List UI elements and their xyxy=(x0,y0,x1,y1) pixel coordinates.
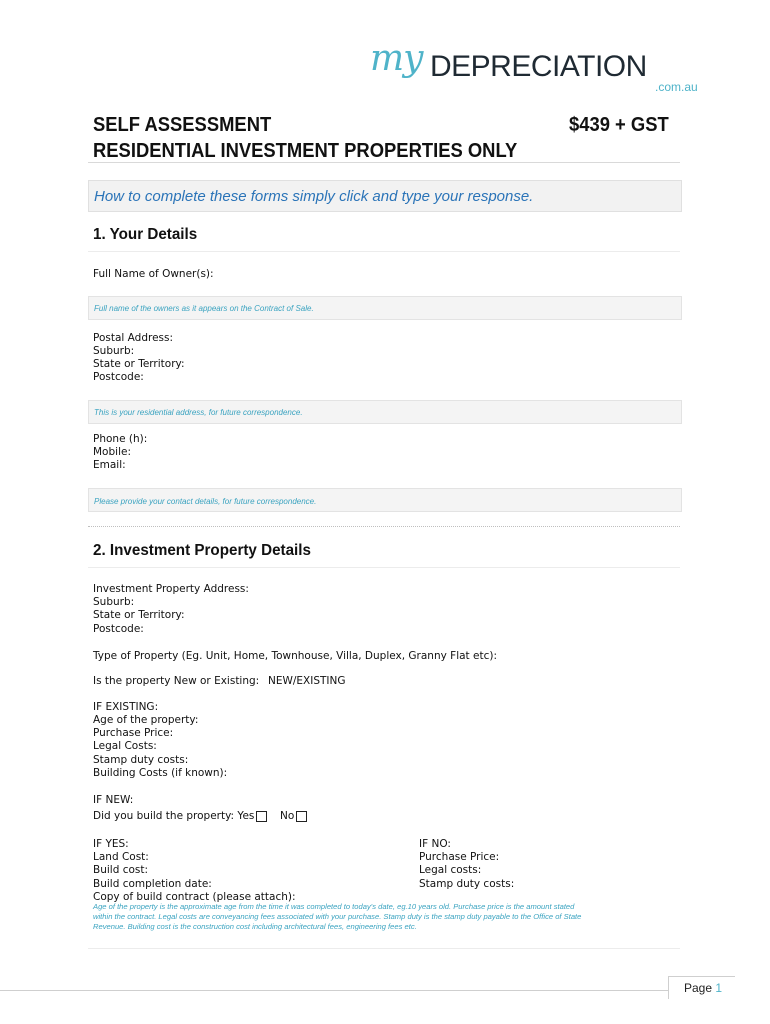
if-existing-heading: IF EXISTING: xyxy=(93,701,159,713)
note-line2: within the contract. Legal costs are conveyancing fees associated with your purchase. Stamp duty is the stamp duty payable to the Office of State xyxy=(93,912,582,921)
logo-sub: .com.au xyxy=(655,80,698,94)
full-name-field[interactable]: Full Name of Owner(s): xyxy=(93,268,214,280)
build-question-label: Did you build the property: Yes xyxy=(93,810,255,822)
title-line2: RESIDENTIAL INVESTMENT PROPERTIES ONLY xyxy=(93,140,518,162)
age-field[interactable]: Age of the property: xyxy=(93,714,199,726)
phone-field[interactable]: Phone (h): xyxy=(93,433,148,445)
bottom-divider xyxy=(88,948,680,949)
build-cost-field[interactable]: Build cost: xyxy=(93,864,149,876)
no-purchase-price-field[interactable]: Purchase Price: xyxy=(419,851,500,863)
page-number: 1 xyxy=(715,981,723,995)
no-option xyxy=(280,810,307,823)
state-field[interactable]: State or Territory: xyxy=(93,358,185,370)
section-separator xyxy=(88,526,680,527)
new-existing-value[interactable]: NEW/EXISTING xyxy=(268,675,346,687)
property-type-field[interactable]: Type of Property (Eg. Unit, Home, Townhouse, Villa, Duplex, Granny Flat etc): xyxy=(93,650,497,662)
purchase-price-field[interactable]: Purchase Price: xyxy=(93,727,174,739)
no-stamp-duty-field[interactable]: Stamp duty costs: xyxy=(419,878,515,890)
no-legal-costs-field[interactable]: Legal costs: xyxy=(419,864,482,876)
email-field[interactable]: Email: xyxy=(93,459,126,471)
mobile-field[interactable]: Mobile: xyxy=(93,446,131,458)
section1-heading: 1. Your Details xyxy=(93,226,198,243)
price: $439 + GST xyxy=(569,114,669,136)
logo-main: DEPRECIATION xyxy=(430,50,647,83)
instructions-text: How to complete these forms simply click and type your response. xyxy=(94,188,534,205)
build-question xyxy=(93,810,267,823)
address-hint: This is your residential address, for future correspondence. xyxy=(94,408,303,417)
note-line3: Revenue. Building cost is the construction cost including architectural fees, engineering fees etc. xyxy=(93,922,417,931)
section2-heading: 2. Investment Property Details xyxy=(93,542,311,559)
property-state-field[interactable]: State or Territory: xyxy=(93,609,185,621)
postcode-field[interactable]: Postcode: xyxy=(93,371,144,383)
stamp-duty-field[interactable]: Stamp duty costs: xyxy=(93,754,189,766)
footer-line xyxy=(0,990,668,991)
postal-address-field[interactable]: Postal Address: xyxy=(93,332,174,344)
build-completion-field[interactable]: Build completion date: xyxy=(93,878,212,890)
no-label: No xyxy=(280,810,295,822)
property-suburb-field[interactable]: Suburb: xyxy=(93,596,135,608)
if-new-heading: IF NEW: xyxy=(93,794,134,806)
header-divider xyxy=(88,162,680,163)
page-label: Page xyxy=(684,981,713,995)
copy-contract-field[interactable]: Copy of build contract (please attach): xyxy=(93,891,296,903)
if-no-heading: IF NO: xyxy=(419,838,451,850)
suburb-field[interactable]: Suburb: xyxy=(93,345,135,357)
section1-divider xyxy=(88,251,680,252)
land-cost-field[interactable]: Land Cost: xyxy=(93,851,149,863)
building-costs-field[interactable]: Building Costs (if known): xyxy=(93,767,228,779)
note-line1: Age of the property is the approximate age from the time it was completed to today's date, eg.10 years old. Purchase price is the amount stated xyxy=(93,902,575,911)
full-name-hint: Full name of the owners as it appears on the Contract of Sale. xyxy=(94,304,314,313)
if-yes-heading: IF YES: xyxy=(93,838,129,850)
legal-costs-field[interactable]: Legal Costs: xyxy=(93,740,157,752)
contact-hint: Please provide your contact details, for future correspondence. xyxy=(94,497,317,506)
page-indicator xyxy=(684,981,722,995)
property-address-field[interactable]: Investment Property Address: xyxy=(93,583,249,595)
title-line1: SELF ASSESSMENT xyxy=(93,114,272,136)
property-postcode-field[interactable]: Postcode: xyxy=(93,623,144,635)
no-checkbox[interactable] xyxy=(296,811,307,822)
yes-checkbox[interactable] xyxy=(256,811,267,822)
section2-divider xyxy=(88,567,680,568)
logo-my: my xyxy=(370,38,423,79)
new-existing-label: Is the property New or Existing: xyxy=(93,675,260,687)
